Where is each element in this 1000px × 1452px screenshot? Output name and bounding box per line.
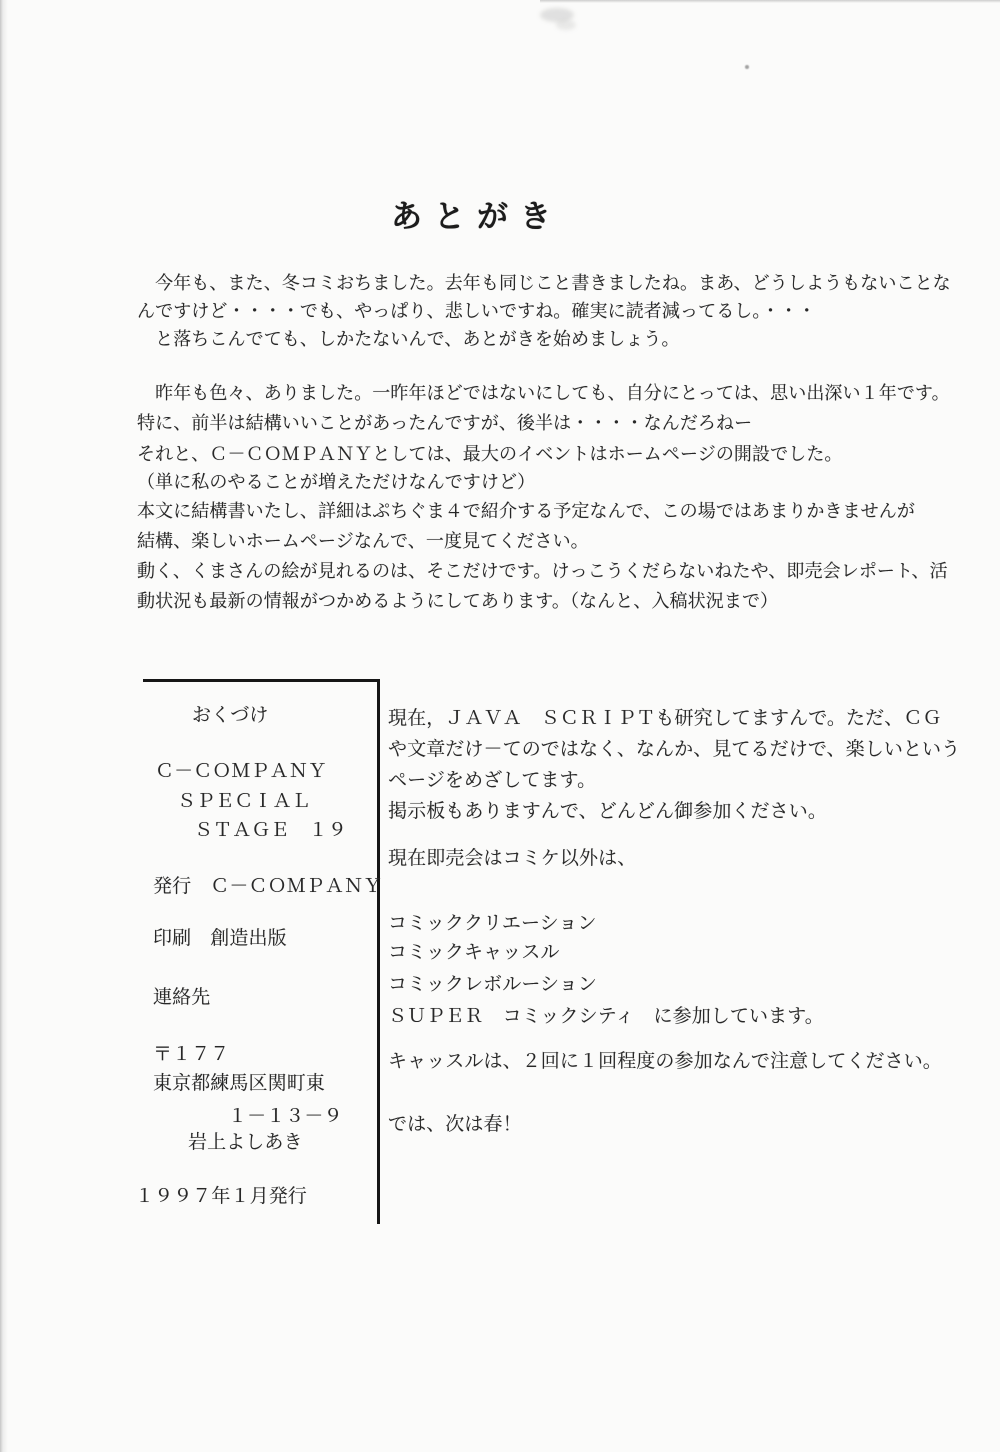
- afterword-paragraph1-line: 今年も、また、冬コミおちました。去年も同じこと書きましたね。まあ、どうしようもないことな: [137, 273, 951, 293]
- colophon-book-title-line: ＳＴＡＧＥ １９: [194, 820, 347, 841]
- web-note-line: 現在，ＪＡＶＡ ＳＣＲＩＰＴも研究してますんで。ただ、ＣＧ: [388, 708, 942, 729]
- colophon-printer: 印刷 創造出版: [153, 928, 287, 949]
- web-note-line: ページをめざしてます。: [388, 770, 597, 791]
- colophon-box-top-border: [143, 679, 380, 682]
- colophon-publisher: 発行 Ｃ－ＣＯＭＰＡＮＹ: [153, 876, 383, 897]
- colophon-address-line2: １－１３－９: [228, 1106, 343, 1127]
- afterword-paragraph2-line: 結構、楽しいホームページなんで、一度見てください。: [137, 531, 589, 551]
- colophon-box-divider-line: [377, 679, 380, 1224]
- colophon-book-title-line: ＳＰＥＣＩＡＬ: [177, 791, 311, 812]
- scan-top-edge-shadow: [540, 0, 1000, 3]
- afterword-paragraph2-line: 動く、くまさんの絵が見れるのは、そこだけです。けっこうくだらないねたや、即売会レポート、活: [137, 561, 948, 581]
- closing-note: では、次は春！: [388, 1114, 522, 1135]
- afterword-paragraph2-line: （単に私のやることが増えただけなんですけど）: [137, 472, 536, 492]
- colophon-address-line1: 東京都練馬区関町東: [153, 1073, 325, 1094]
- event-item: コミッククリエーション: [388, 913, 597, 934]
- colophon-publication-date: １９９７年１月発行: [135, 1186, 307, 1207]
- colophon-contact-name: 岩上よしあき: [188, 1132, 303, 1153]
- scan-smudge: [556, 20, 576, 30]
- afterword-paragraph1-line: と落ちこんでても、しかたないんで、あとがきを始めましょう。: [137, 329, 680, 349]
- colophon-book-title-line: Ｃ－ＣＯＭＰＡＮＹ: [155, 761, 327, 782]
- event-item: コミックキャッスル: [388, 942, 560, 963]
- web-note-line: 掲示板もありますんで、どんどん御参加ください。: [388, 801, 827, 822]
- colophon-postal-code: 〒１７７: [153, 1044, 230, 1065]
- colophon-heading: おくづけ: [192, 705, 269, 726]
- events-outro: ＳＵＰＥＲ コミックシティ に参加しています。: [388, 1006, 824, 1027]
- afterword-paragraph2-line: 動状況も最新の情報がつかめるようにしてあります。（なんと、入稿状況まで）: [137, 591, 779, 611]
- afterword-paragraph2-line: 本文に結構書いたし、詳細はぷちぐま４で紹介する予定なんで、この場ではあまりかきませんが: [137, 501, 915, 521]
- scan-left-edge-shadow: [0, 0, 8, 1452]
- page-title: あとがき: [391, 199, 563, 234]
- colophon-contact-label: 連絡先: [153, 987, 211, 1008]
- afterword-paragraph2-line: それと、Ｃ－ＣＯＭＰＡＮＹとしては、最大のイベントはホームページの開設でした。: [137, 444, 843, 464]
- web-note-line: や文章だけ－てのではなく、なんか、見てるだけで、楽しいという: [388, 739, 961, 760]
- afterword-paragraph1-line: んですけど・・・・でも、やっぱり、悲しいですね。確実に読者減ってるし。・・・: [137, 301, 816, 321]
- event-item: コミックレボルーション: [388, 974, 597, 995]
- scan-dot: [745, 65, 749, 69]
- afterword-paragraph2-line: 昨年も色々、ありました。一昨年ほどではないにしても、自分にとっては、思い出深い１年です。: [137, 383, 950, 403]
- afterword-paragraph2-line: 特に、前半は結構いいことがあったんですが、後半は・・・・なんだろねー: [137, 413, 753, 433]
- castle-note: キャッスルは、２回に１回程度の参加なんで注意してください。: [388, 1051, 942, 1072]
- events-intro: 現在即売会はコミケ以外は、: [388, 848, 637, 869]
